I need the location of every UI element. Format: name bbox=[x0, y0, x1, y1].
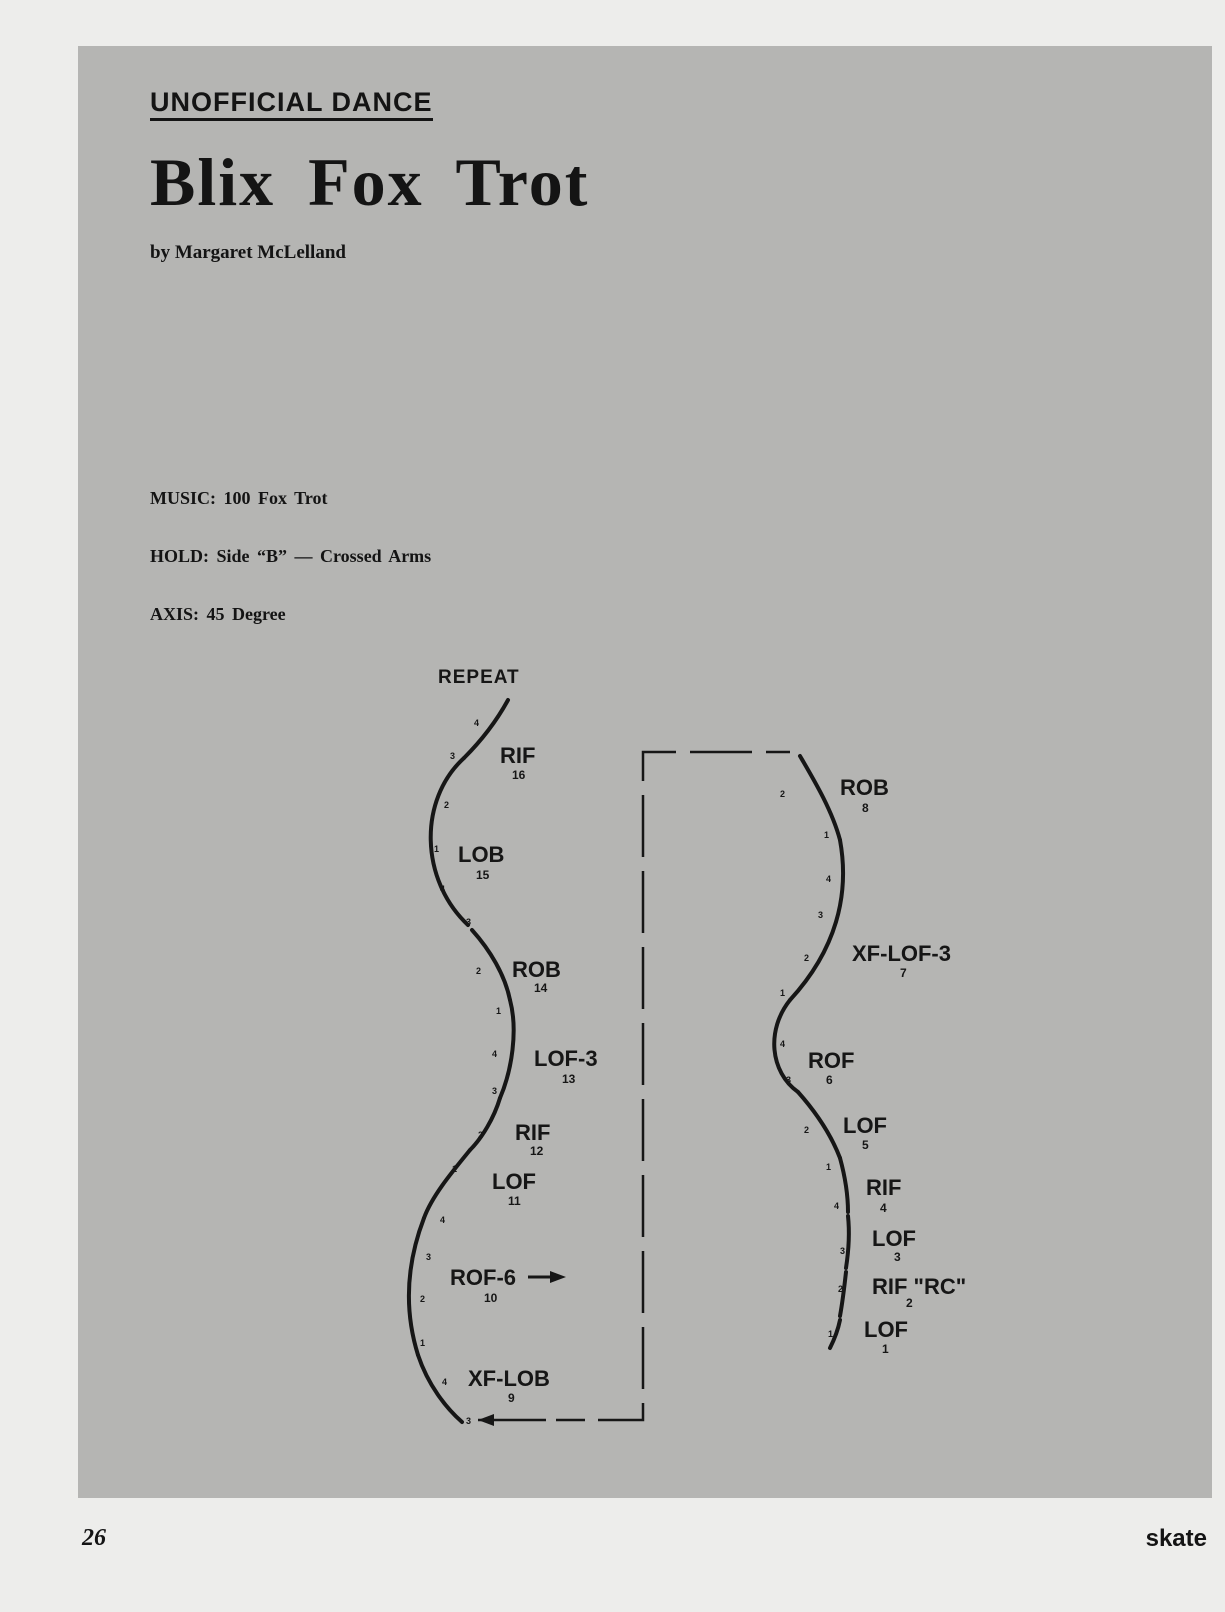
lobe-step-14 bbox=[472, 930, 510, 1000]
beat-label: 4 bbox=[780, 1039, 786, 1049]
lobe-step-4 bbox=[840, 1158, 848, 1212]
beat-label: 2 bbox=[804, 1125, 810, 1135]
step-13 bbox=[534, 1046, 598, 1086]
step-number: 13 bbox=[562, 1072, 576, 1086]
step-16 bbox=[500, 743, 535, 782]
section-kicker: UNOFFICIAL DANCE bbox=[150, 87, 433, 121]
step-name: LOF bbox=[492, 1169, 536, 1194]
step-number: 14 bbox=[534, 981, 548, 995]
lobe-step-2 bbox=[840, 1272, 846, 1316]
step-4 bbox=[866, 1175, 901, 1215]
step-number: 10 bbox=[484, 1291, 498, 1305]
beat-label: 4 bbox=[440, 1215, 446, 1225]
beat-label: 2 bbox=[420, 1294, 426, 1304]
beat-label: 2 bbox=[478, 1130, 484, 1140]
beat-label: 1 bbox=[496, 1006, 502, 1016]
spec-axis: AXIS: 45 Degree bbox=[150, 604, 286, 624]
step-name: RIF "RC" bbox=[872, 1274, 967, 1299]
connector-line bbox=[478, 752, 790, 1420]
beat-label: 4 bbox=[440, 884, 446, 894]
step-name: RIF bbox=[515, 1120, 551, 1145]
step-name: LOF bbox=[872, 1226, 916, 1251]
beat-label: 4 bbox=[834, 1201, 840, 1211]
step-10 bbox=[450, 1265, 516, 1305]
step-8 bbox=[840, 775, 889, 815]
beat-label: 1 bbox=[828, 1329, 834, 1339]
beat-label: 3 bbox=[426, 1252, 432, 1262]
lobe-step-13 bbox=[500, 1000, 514, 1098]
article-title: Blix Fox Trot bbox=[150, 144, 590, 220]
beat-label: 3 bbox=[450, 751, 456, 761]
beat-label: 4 bbox=[442, 1377, 448, 1387]
step-name: RIF bbox=[500, 743, 536, 768]
beat-label: 1 bbox=[780, 988, 786, 998]
beat-label: 1 bbox=[434, 844, 440, 854]
step-name: XF-LOF-3 bbox=[852, 941, 951, 966]
beat-label: 2 bbox=[780, 789, 786, 799]
step-number: 1 bbox=[882, 1342, 889, 1356]
beat-label: 1 bbox=[420, 1338, 426, 1348]
step-name: ROB bbox=[512, 957, 561, 982]
beat-label: 3 bbox=[466, 1416, 472, 1426]
lobe-step-10 bbox=[409, 1218, 424, 1355]
article-byline: by Margaret McLelland bbox=[150, 242, 346, 263]
beat-label: 3 bbox=[786, 1075, 792, 1085]
spec-music: MUSIC: 100 Fox Trot bbox=[150, 488, 328, 508]
lobe-step-12 bbox=[470, 1098, 500, 1150]
step-name: LOB bbox=[458, 842, 505, 867]
beat-label: 4 bbox=[826, 874, 832, 884]
step-name: RIF bbox=[866, 1175, 902, 1200]
beat-label: 2 bbox=[476, 966, 482, 976]
step-number: 8 bbox=[862, 801, 869, 815]
step-number: 12 bbox=[530, 1144, 544, 1158]
beat-label: 1 bbox=[826, 1162, 832, 1172]
step-2 bbox=[872, 1274, 966, 1310]
step-number: 5 bbox=[862, 1138, 869, 1152]
step-number: 3 bbox=[894, 1250, 901, 1264]
step-12 bbox=[515, 1120, 550, 1158]
step-name: LOF bbox=[843, 1113, 887, 1138]
step-5 bbox=[843, 1113, 887, 1152]
step-number: 4 bbox=[880, 1201, 887, 1215]
lobe-step-3 bbox=[846, 1216, 849, 1268]
step-number: 2 bbox=[906, 1296, 913, 1310]
spec-hold: HOLD: Side “B” — Crossed Arms bbox=[150, 546, 432, 566]
beat-label: 4 bbox=[474, 718, 480, 728]
step-1 bbox=[864, 1317, 908, 1356]
beat-label: 2 bbox=[838, 1284, 844, 1294]
step-7 bbox=[852, 941, 951, 980]
lobe-step-8 bbox=[800, 756, 840, 840]
step-14 bbox=[512, 957, 561, 995]
beat-label: 3 bbox=[466, 917, 472, 927]
step-name: LOF bbox=[864, 1317, 908, 1342]
step-name: XF-LOB bbox=[468, 1366, 550, 1391]
step-number: 6 bbox=[826, 1073, 833, 1087]
repeat-label: REPEAT bbox=[438, 667, 520, 688]
step-9 bbox=[468, 1366, 550, 1405]
step-name: ROF bbox=[808, 1048, 855, 1073]
step-name: ROF-6 bbox=[450, 1265, 516, 1290]
lobe-step-9 bbox=[418, 1355, 462, 1422]
step-15 bbox=[458, 842, 504, 882]
step-number: 15 bbox=[476, 868, 490, 882]
beat-label: 3 bbox=[818, 910, 824, 920]
magazine-name: skate bbox=[1145, 1525, 1207, 1552]
page-number: 26 bbox=[82, 1525, 106, 1551]
step-11 bbox=[492, 1169, 536, 1208]
step-3 bbox=[872, 1226, 916, 1264]
beat-label: 3 bbox=[840, 1246, 846, 1256]
beat-label: 4 bbox=[492, 1049, 498, 1059]
step-6 bbox=[808, 1048, 854, 1087]
step-name: ROB bbox=[840, 775, 889, 800]
beat-label: 1 bbox=[452, 1164, 458, 1174]
lobe-step-11 bbox=[424, 1150, 470, 1218]
beat-label: 1 bbox=[824, 830, 830, 840]
beat-label: 3 bbox=[492, 1086, 498, 1096]
step-number: 9 bbox=[508, 1391, 515, 1405]
beat-label: 2 bbox=[444, 800, 450, 810]
step-number: 7 bbox=[900, 966, 907, 980]
beat-label: 2 bbox=[804, 953, 810, 963]
step-name: LOF-3 bbox=[534, 1046, 598, 1071]
lobe-step-7 bbox=[790, 840, 843, 1000]
step-number: 16 bbox=[512, 768, 526, 782]
step-number: 11 bbox=[508, 1194, 521, 1208]
connector-arrowhead bbox=[478, 1414, 494, 1426]
direction-arrow bbox=[528, 1271, 566, 1283]
